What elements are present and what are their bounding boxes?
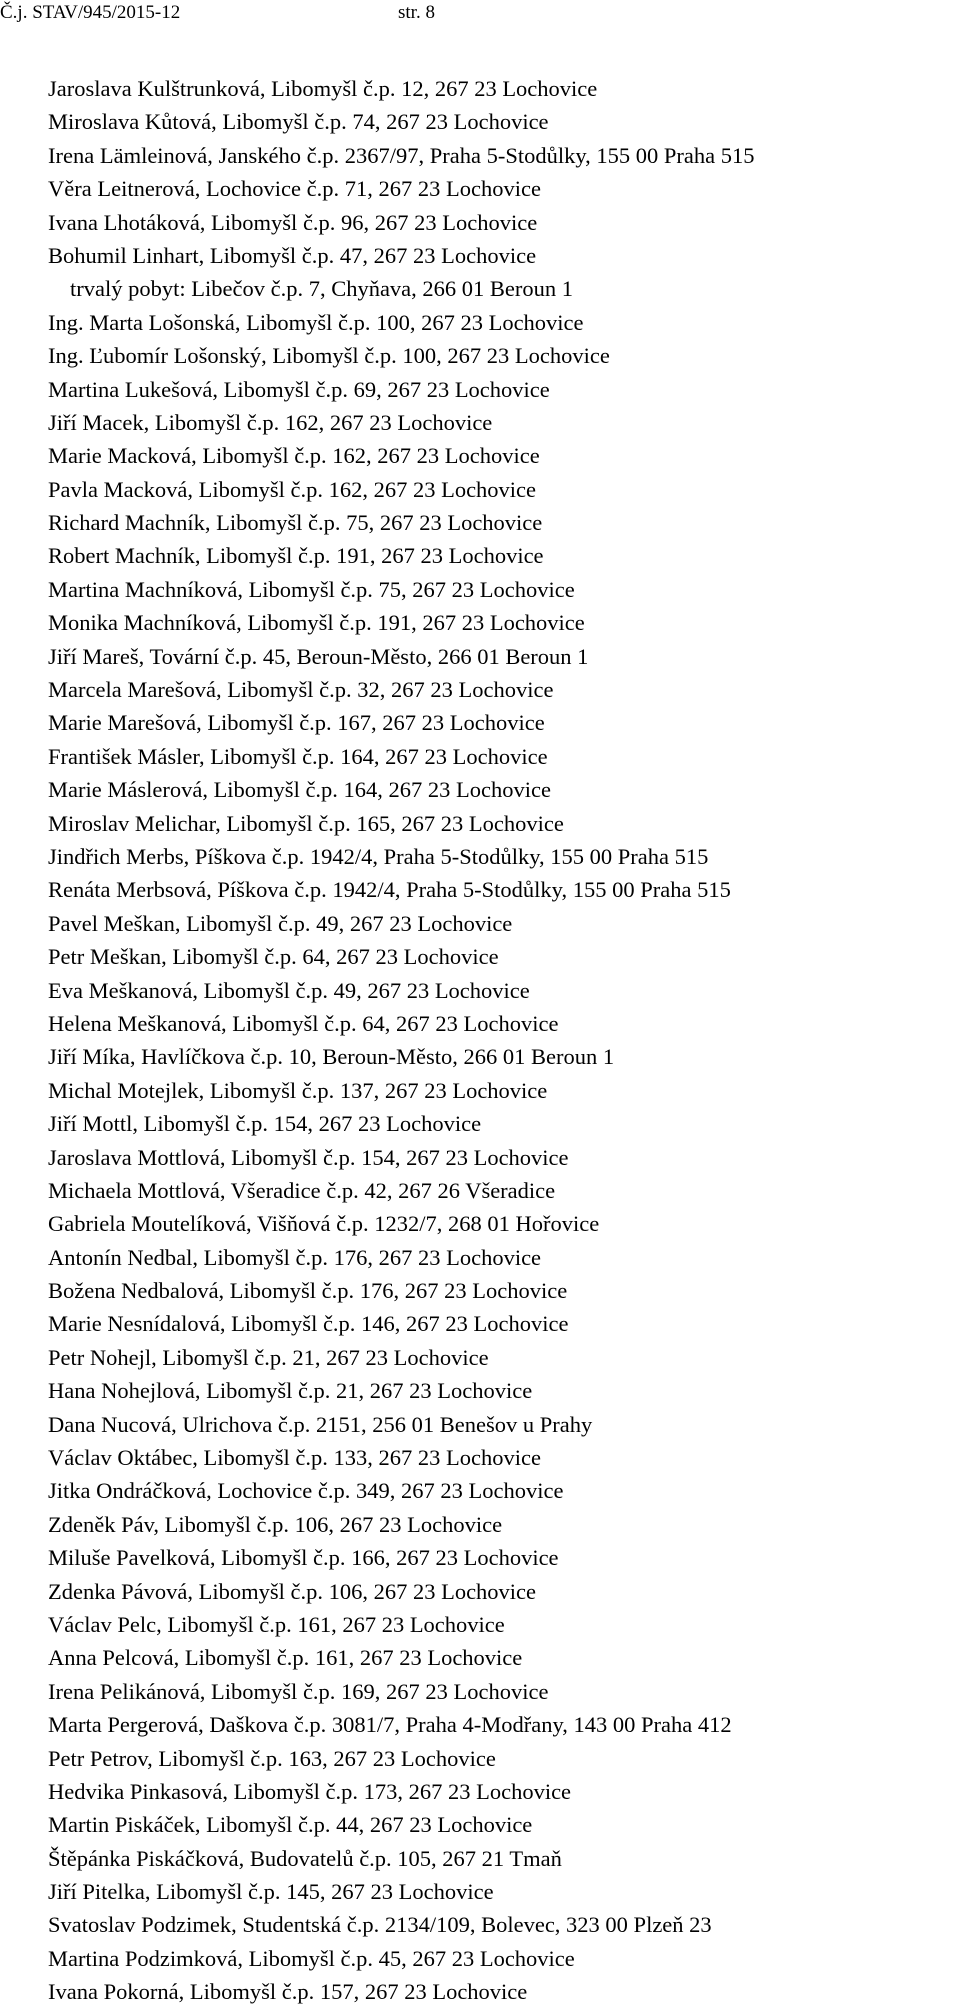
list-item: Jiří Pitelka, Libomyšl č.p. 145, 267 23 Lochovice [48,1879,494,1905]
list-item: Zdenka Pávová, Libomyšl č.p. 106, 267 23 Lochovice [48,1578,537,1604]
list-item: Jiří Macek, Libomyšl č.p. 162, 267 23 Lochovice [48,409,493,435]
page-header [0,2,960,24]
list-item: Hana Nohejlová, Libomyšl č.p. 21, 267 23 Lochovice [48,1378,533,1404]
list-item: Marcela Marešová, Libomyšl č.p. 32, 267 23 Lochovice [48,677,554,703]
list-item: Martina Lukešová, Libomyšl č.p. 69, 267 23 Lochovice [48,376,550,402]
list-item: Michaela Mottlová, Všeradice č.p. 42, 267 26 Všeradice [48,1177,556,1203]
list-item: Pavel Meškan, Libomyšl č.p. 49, 267 23 Lochovice [48,910,513,936]
list-item: Michal Motejlek, Libomyšl č.p. 137, 267 23 Lochovice [48,1077,548,1103]
list-item: Jiří Mottl, Libomyšl č.p. 154, 267 23 Lochovice [48,1111,482,1137]
page-number: str. 8 [398,2,435,23]
list-item: Jiří Míka, Havlíčkova č.p. 10, Beroun-Město, 266 01 Beroun 1 [48,1044,615,1070]
list-item: Petr Meškan, Libomyšl č.p. 64, 267 23 Lochovice [48,944,499,970]
list-item: Zdeněk Páv, Libomyšl č.p. 106, 267 23 Lochovice [48,1511,503,1537]
recipient-list [0,72,960,2009]
list-item: Štěpánka Piskáčková, Budovatelů č.p. 105, 267 21 Tmaň [48,1845,562,1871]
list-item: Martin Piskáček, Libomyšl č.p. 44, 267 23 Lochovice [48,1812,533,1838]
list-item: Jiří Mareš, Tovární č.p. 45, Beroun-Město, 266 01 Beroun 1 [48,643,589,669]
list-item: Václav Pelc, Libomyšl č.p. 161, 267 23 Lochovice [48,1611,505,1637]
list-item: Jitka Ondráčková, Lochovice č.p. 349, 267 23 Lochovice [48,1478,564,1504]
list-item: Jaroslava Mottlová, Libomyšl č.p. 154, 267 23 Lochovice [48,1144,569,1170]
list-item: Monika Machníková, Libomyšl č.p. 191, 267 23 Lochovice [48,610,585,636]
list-item: Hedvika Pinkasová, Libomyšl č.p. 173, 267 23 Lochovice [48,1778,572,1804]
list-item: Irena Pelikánová, Libomyšl č.p. 169, 267 23 Lochovice [48,1678,549,1704]
list-item: Marie Nesnídalová, Libomyšl č.p. 146, 267 23 Lochovice [48,1311,569,1337]
list-item: Svatoslav Podzimek, Studentská č.p. 2134/109, Bolevec, 323 00 Plzeň 23 [48,1912,712,1938]
list-item: Dana Nucová, Ulrichova č.p. 2151, 256 01 Benešov u Prahy [48,1411,593,1437]
list-item: Ivana Lhotáková, Libomyšl č.p. 96, 267 23 Lochovice [48,209,538,235]
list-item: Ing. Marta Lošonská, Libomyšl č.p. 100, 267 23 Lochovice [48,309,584,335]
list-item: Václav Oktábec, Libomyšl č.p. 133, 267 23 Lochovice [48,1445,541,1471]
list-item: Marie Marešová, Libomyšl č.p. 167, 267 23 Lochovice [48,710,545,736]
list-item: Marta Pergerová, Daškova č.p. 3081/7, Praha 4-Modřany, 143 00 Praha 412 [48,1712,732,1738]
list-item: Miluše Pavelková, Libomyšl č.p. 166, 267 23 Lochovice [48,1545,559,1571]
list-item: Miroslava Kůtová, Libomyšl č.p. 74, 267 23 Lochovice [48,109,549,135]
list-item: Antonín Nedbal, Libomyšl č.p. 176, 267 23 Lochovice [48,1244,542,1270]
document-reference: Č.j. STAV/945/2015-12 [0,2,181,23]
list-item: Eva Meškanová, Libomyšl č.p. 49, 267 23 Lochovice [48,977,530,1003]
list-item: Marie Máslerová, Libomyšl č.p. 164, 267 23 Lochovice [48,777,552,803]
list-item: Ivana Pokorná, Libomyšl č.p. 157, 267 23 Lochovice [48,1979,528,2005]
list-item: František Másler, Libomyšl č.p. 164, 267 23 Lochovice [48,743,548,769]
list-item: Richard Machník, Libomyšl č.p. 75, 267 23 Lochovice [48,510,543,536]
list-item: Božena Nedbalová, Libomyšl č.p. 176, 267 23 Lochovice [48,1278,568,1304]
list-item: Gabriela Moutelíková, Višňová č.p. 1232/7, 268 01 Hořovice [48,1211,600,1237]
list-item: Pavla Macková, Libomyšl č.p. 162, 267 23 Lochovice [48,476,537,502]
list-item: Petr Nohejl, Libomyšl č.p. 21, 267 23 Lochovice [48,1344,489,1370]
list-item: Renáta Merbsová, Píškova č.p. 1942/4, Praha 5-Stodůlky, 155 00 Praha 515 [48,877,731,903]
list-item: Robert Machník, Libomyšl č.p. 191, 267 23 Lochovice [48,543,544,569]
list-item: Ing. Ľubomír Lošonský, Libomyšl č.p. 100, 267 23 Lochovice [48,343,610,369]
list-item: Martina Podzimková, Libomyšl č.p. 45, 267 23 Lochovice [48,1945,575,1971]
list-item: Marie Macková, Libomyšl č.p. 162, 267 23 Lochovice [48,443,540,469]
list-item: Bohumil Linhart, Libomyšl č.p. 47, 267 23 Lochovice [48,242,537,268]
list-item: trvalý pobyt: Libečov č.p. 7, Chyňava, 266 01 Beroun 1 [70,276,574,302]
list-item: Martina Machníková, Libomyšl č.p. 75, 267 23 Lochovice [48,576,575,602]
list-item: Irena Lämleinová, Janského č.p. 2367/97, Praha 5-Stodůlky, 155 00 Praha 515 [48,142,755,168]
list-item: Helena Meškanová, Libomyšl č.p. 64, 267 23 Lochovice [48,1010,559,1036]
list-item: Jindřich Merbs, Píškova č.p. 1942/4, Praha 5-Stodůlky, 155 00 Praha 515 [48,843,709,869]
list-item: Miroslav Melichar, Libomyšl č.p. 165, 267 23 Lochovice [48,810,564,836]
list-item: Anna Pelcová, Libomyšl č.p. 161, 267 23 Lochovice [48,1645,523,1671]
list-item: Věra Leitnerová, Lochovice č.p. 71, 267 23 Lochovice [48,176,541,202]
list-item: Petr Petrov, Libomyšl č.p. 163, 267 23 Lochovice [48,1745,496,1771]
list-item: Jaroslava Kulštrunková, Libomyšl č.p. 12, 267 23 Lochovice [48,76,598,101]
